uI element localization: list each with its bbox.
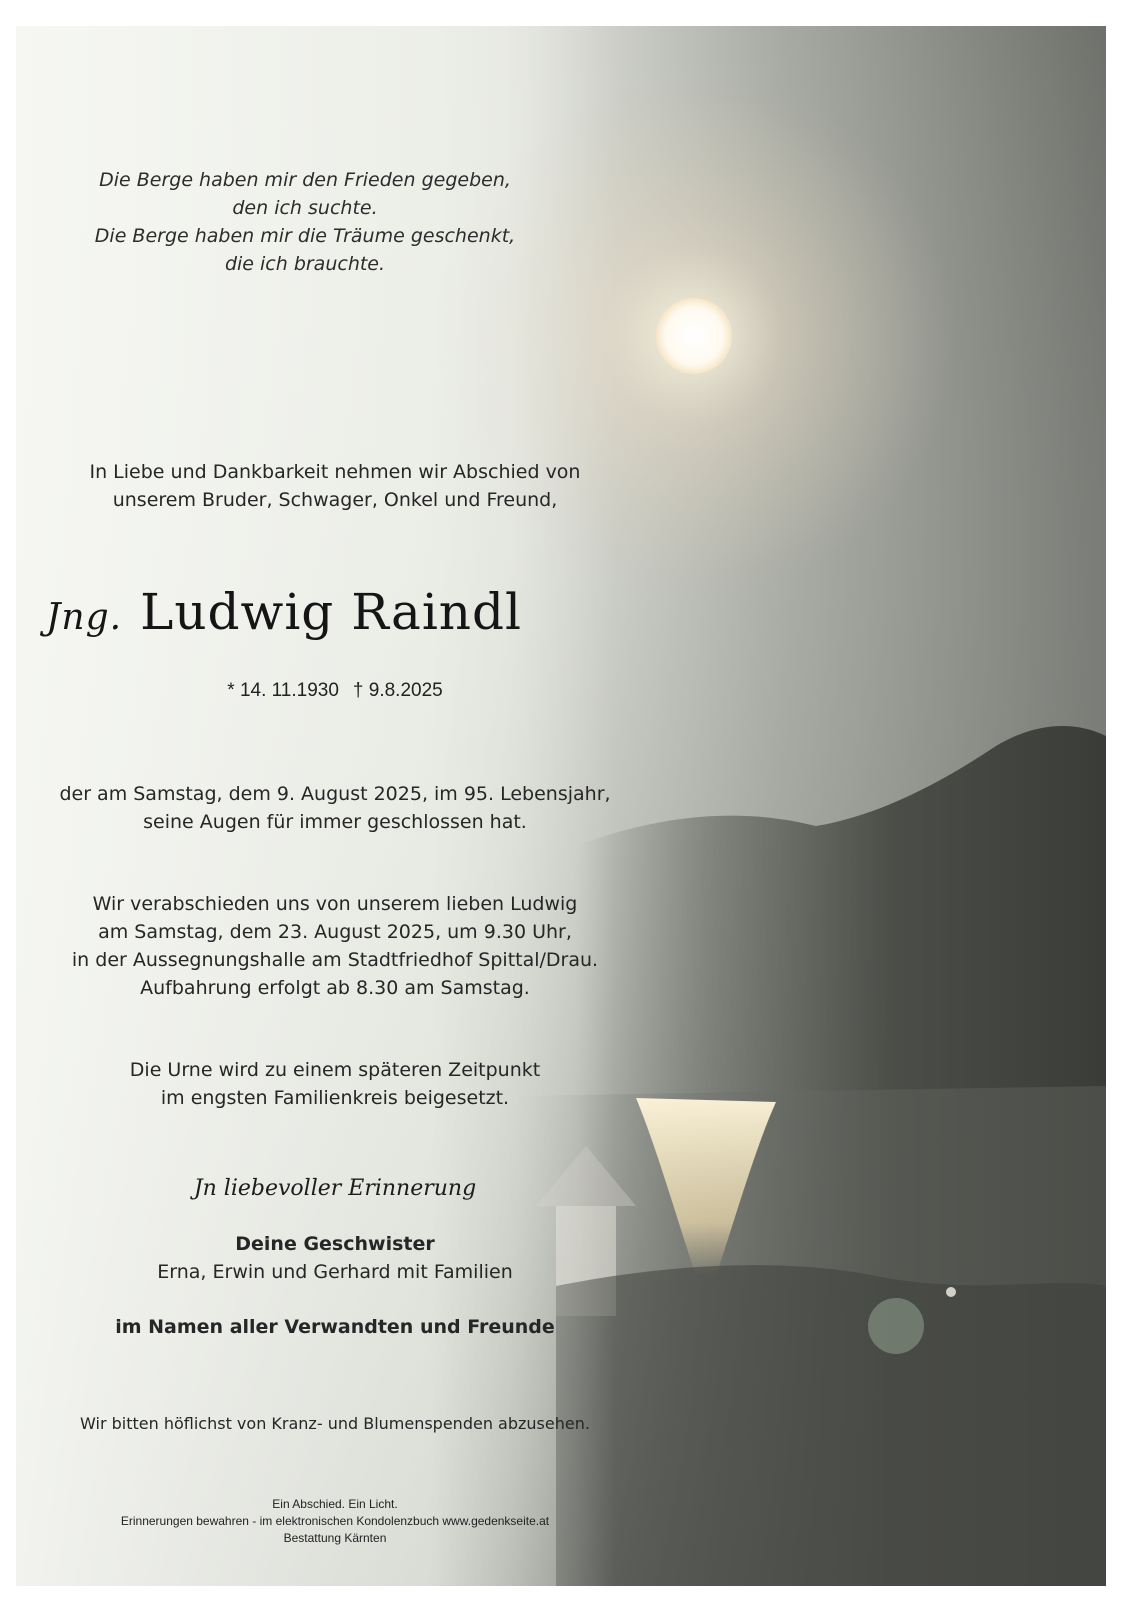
relatives-line [0, 1313, 670, 1341]
birth-date: * 14. 11.1930 [227, 680, 339, 701]
memorial-poem [0, 166, 610, 278]
poem-line: Die Berge haben mir den Frieden gegeben, [99, 169, 511, 191]
family-heading: Deine Geschwister [235, 1233, 435, 1255]
life-dates [0, 680, 670, 702]
death-notice [0, 780, 670, 836]
ceremony-line: in der Aussegnungshalle am Stadtfriedhof Spittal/Drau. [71, 949, 599, 971]
ceremony-details [0, 890, 670, 1002]
deceased-name-heading [46, 580, 606, 650]
ceremony-line: Wir verabschieden uns von unserem lieben Ludwig [92, 893, 578, 915]
deceased-name: Ludwig Raindl [140, 583, 523, 641]
death-date: † 9.8.2025 [352, 680, 443, 701]
poem-line: den ich suchte. [232, 197, 378, 219]
poem-line: die ich brauchte. [224, 253, 386, 275]
deceased-title: Jng. [46, 597, 123, 638]
footer-line: Erinnerungen bewahren - im elektronischen Kondolenzbuch www.gedenkseite.at [120, 1514, 550, 1528]
relatives-text: im Namen aller Verwandten und Freunde [115, 1316, 555, 1338]
urn-notice [0, 1056, 670, 1112]
urn-line: im engsten Familienkreis beigesetzt. [160, 1087, 510, 1109]
ceremony-line: am Samstag, dem 23. August 2025, um 9.30 Uhr, [98, 921, 572, 943]
farewell-intro [0, 458, 670, 514]
intro-line: unserem Bruder, Schwager, Onkel und Freund, [112, 489, 558, 511]
poem-line: Die Berge haben mir die Träume geschenkt, [94, 225, 516, 247]
death-notice-line: der am Samstag, dem 9. August 2025, im 95. Lebensjahr, [59, 783, 611, 805]
ceremony-line: Aufbahrung erfolgt ab 8.30 am Samstag. [140, 977, 530, 999]
intro-line: In Liebe und Dankbarkeit nehmen wir Abschied von [89, 461, 581, 483]
donation-request [0, 1410, 670, 1438]
mourners-family [0, 1230, 670, 1286]
remembrance-heading: Jn liebevoller Erinnerung [193, 1176, 477, 1201]
footer-line: Ein Abschied. Ein Licht. [272, 1497, 398, 1511]
death-notice-line: seine Augen für immer geschlossen hat. [143, 811, 527, 833]
urn-line: Die Urne wird zu einem späteren Zeitpunkt [129, 1059, 541, 1081]
request-text: Wir bitten höflichst von Kranz- und Blumenspenden abzusehen. [80, 1414, 590, 1433]
family-members: Erna, Erwin und Gerhard mit Familien [157, 1261, 513, 1283]
footer [0, 1496, 670, 1547]
footer-line: Bestattung Kärnten [283, 1531, 387, 1545]
